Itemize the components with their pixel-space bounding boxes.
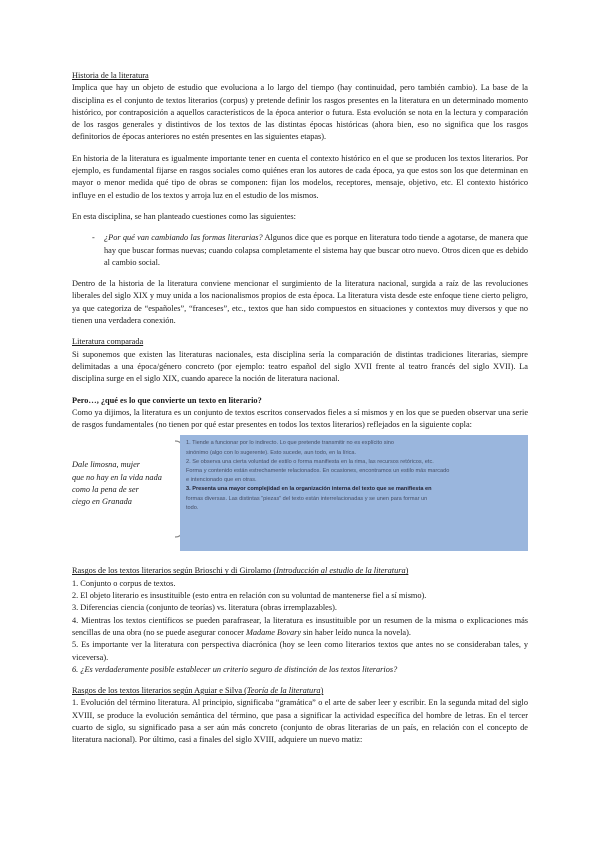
section-heading-historia: Historia de la literatura bbox=[72, 71, 149, 80]
bullet-question: ¿Por qué van cambiando las formas literarias? bbox=[104, 233, 263, 243]
heading-suffix: ) bbox=[320, 686, 324, 696]
poem-line: Dale limosna, mujer bbox=[72, 460, 140, 470]
list-item: 2. El objeto literario es insustituible (esto entra en relación con su voluntad de mantenerse fiel a sí mismo). bbox=[72, 591, 427, 601]
features-list bbox=[72, 578, 528, 676]
heading-book-title: Introducción al estudio de la literatura bbox=[276, 566, 406, 576]
paragraph: Como ya dijimos, la literatura es un conjunto de textos escritos conservados fieles a sí mismos y en los que se pueden observar una serie de rasgos fundamentales (no tienen por qué estar presentes en todos los textos literarios) reflejados en la siguiente copla: bbox=[72, 407, 528, 430]
box-line: 1. Tiende a funcionar por lo indirecto. Lo que pretende transmitir no es explícito sino bbox=[186, 440, 395, 447]
list-item: 1. Conjunto o corpus de textos. bbox=[72, 578, 176, 588]
section-heading-brioschi bbox=[72, 565, 528, 577]
heading-book-title: Teoría de la literatura bbox=[246, 686, 321, 696]
paragraph: 1. Evolución del término literatura. Al principio, significaba “gramática” o el arte de saber leer y escribir. En la segunda mitad del siglo XVIII, se produce la evolución semántica del término, que pasa a significar la actividad específica del hombre de letras. En el tercer cuarto de siglo, su significado pasa a ser aún más concreto (conjunto de obras literarias de un país, en relación con el concepto de literatura nacional). Por último, casi a finales del siglo XVIII, adquiere un nuevo matiz: bbox=[72, 698, 528, 745]
paragraph: Dentro de la historia de la literatura conviene mencionar el surgimiento de la literatura nacional, surgida a raíz de las revoluciones liberales del siglo XIX y muy unida a los nacionalismos propios de esta época. La literatura vista desde este enfoque tiene cierto peligro, ya que categoriza de “españoles”, “franceses”, etc., textos que han sido compuestos en situaciones y contextos muy diversos y que no tienen una verdadera conexión. bbox=[72, 279, 528, 326]
section-heading-aguiar bbox=[72, 685, 528, 697]
box-line: sinónimo (algo con lo sugerente). Esto sucede, aun todo, en la lírica. bbox=[186, 449, 357, 456]
paragraph: Si suponemos que existen las literaturas nacionales, esta disciplina sería la comparación de distintas tradiciones literarias, siempre delimitadas a una época/género concreto (por ejemplo: teatro español del siglo XVII frente al teatro francés del siglo XVII). La disciplina surge en el siglo XIX, cuando aparece la noción de literatura nacional. bbox=[72, 349, 528, 384]
poem-line: como la pena de ser bbox=[72, 485, 139, 495]
bullet-dash: - bbox=[92, 233, 95, 243]
document-page bbox=[72, 70, 528, 747]
book-title: Madame Bovary bbox=[245, 627, 302, 637]
bullet-text bbox=[104, 232, 528, 269]
heading-suffix: ) bbox=[405, 566, 409, 576]
paragraph: En esta disciplina, se han planteado cuestiones como las siguientes: bbox=[72, 211, 296, 221]
box-line: Forma y contenido están estrechamente relacionados. En ocasiones, encontramos un estilo más marcado bbox=[186, 468, 450, 475]
list-item: 3. Diferencias ciencia (conjunto de teorías) vs. literatura (obras irremplazables). bbox=[72, 603, 337, 613]
poem-line: que no hay en la vida nada bbox=[72, 472, 162, 482]
paragraph: Implica que hay un objeto de estudio que evoluciona a lo largo del tiempo (hay continuidad, pero también cambio). La base de la disciplina es el conjunto de textos literarios (corpus) y pretende definir los rasgos presentes en la literatura en un determinado momento histórico, por contraposición a aquellos característicos de la época anterior o futura. Esta evolución se nota en la lectura y comparación de los rasgos generales y distintivos de los textos de las distintas épocas históricas (ahora bien, eso no significa que los rasgos definitorios de épocas anteriores no estén presentes en las siguientes etapas). bbox=[72, 83, 528, 142]
paragraph: En historia de la literatura es igualmente importante tener en cuenta el contexto histórico en el que se producen los textos literarios. Por ejemplo, es fundamental fijarse en rasgos sociales como quiénes eran los autores de cada época, ya que estos son los que determinan en mayor o menor medida qué tipo de obras se componen: fijan los modelos, receptores, mensaje, objetivo, etc. El contexto histórico influye en el estudio de los textos y arroja luz en el estudio de los mismos. bbox=[72, 153, 528, 200]
list-item bbox=[72, 615, 528, 640]
box-line: e intencionado que en otras. bbox=[186, 477, 257, 484]
heading-prefix: Rasgos de los textos literarios según Aguiar e Silva ( bbox=[72, 686, 247, 696]
list-item: 6. ¿Es verdaderamente posible establecer un criterio seguro de distinción de los textos literarios? bbox=[72, 664, 398, 674]
bullet-rest: Algunos dice que es porque en literatura todo tiende a agotarse, de manera que hay que buscar formas nuevas; cuando colapsa completamente el sistema hay que buscar otro nuevo. Otros dicen que es debido al cambio social. bbox=[104, 233, 528, 267]
box-line: todo. bbox=[186, 504, 199, 511]
bullet-item bbox=[72, 232, 528, 269]
features-box bbox=[180, 435, 528, 551]
item-text: sin haber leído nunca la novela). bbox=[301, 627, 411, 637]
box-line: formas diversas. Las distintas “piezas” del texto están interrelacionadas y se unen para formar un bbox=[186, 495, 428, 502]
section-heading-que-es: Pero…, ¿qué es lo que convierte un texto en literario? bbox=[72, 395, 262, 405]
section-heading-comparada: Literatura comparada bbox=[72, 337, 144, 347]
heading-prefix: Rasgos de los textos literarios según Brioschi y di Girolamo ( bbox=[72, 566, 277, 576]
item-text: 4. Mientras los textos científicos se pueden parafrasear, la literatura es insustituible por un resumen de la misma o explicaciones más sencillas de una obra (no se puede asegurar conocer bbox=[72, 615, 528, 637]
box-line: 3. Presenta una mayor complejidad en la organización interna del texto que se manifiesta en bbox=[186, 486, 432, 493]
copla-poem bbox=[72, 459, 180, 508]
poem-line: ciego en Granada bbox=[72, 497, 132, 507]
list-item: 5. Es importante ver la literatura con perspectiva diacrónica (hoy se leen como literarios textos que antes no se consideraban tales, y viceversa). bbox=[72, 640, 528, 662]
copla-figure bbox=[72, 435, 528, 551]
box-line: 2. Se observa una cierta voluntad de estilo o forma manifiesta en la rima, las recursos retóricos, etc. bbox=[186, 458, 434, 465]
